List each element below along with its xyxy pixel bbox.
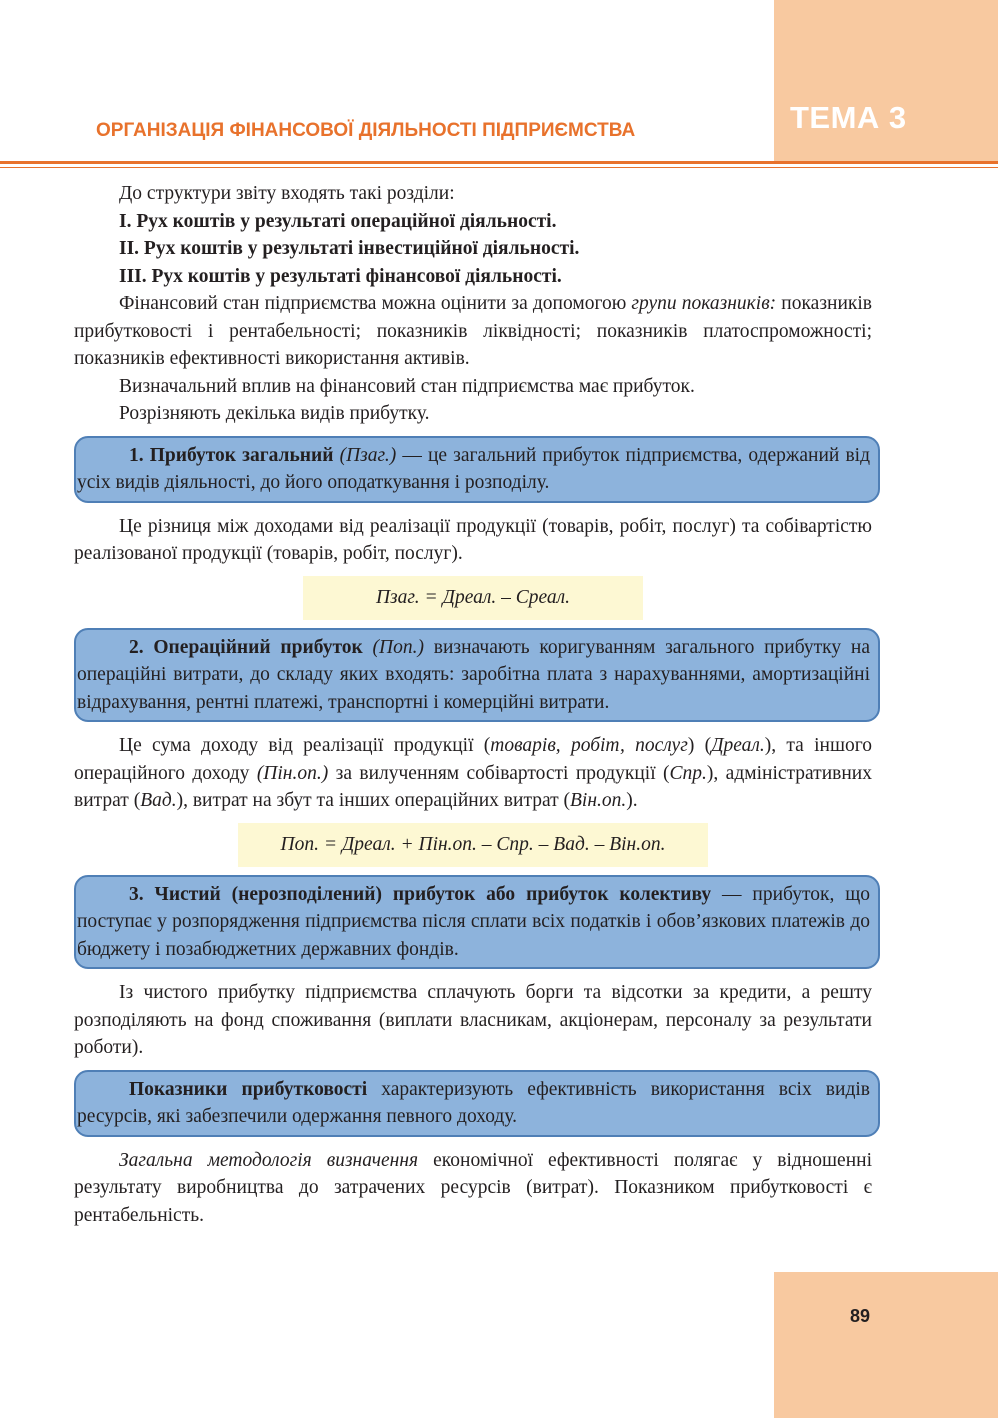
header-rule-thin xyxy=(0,167,998,168)
fin-state-paragraph xyxy=(74,290,872,373)
sum-paragraph xyxy=(74,732,872,815)
definition-box-operating-profit xyxy=(74,628,880,723)
text-run-italic: групи показників: xyxy=(631,293,777,314)
term: 1. Прибуток загальний xyxy=(129,444,334,466)
formula-general-profit: Пзаг. = Дреал. – Среал. xyxy=(303,576,643,620)
formula-operating-profit: Поп. = Дреал. + Пін.оп. – Спр. – Вад. – Він.оп. xyxy=(238,823,708,867)
page-number: 89 xyxy=(850,1306,871,1326)
text-run-italic: Загальна методологія визначення xyxy=(119,1149,419,1171)
term: 3. Чистий (нерозподілений) прибуток або прибуток колективу xyxy=(129,883,712,905)
term-abbr: (Поп.) xyxy=(372,636,424,658)
text-run: ), адміністративних витрат ( xyxy=(74,762,872,811)
definition-text: характеризують ефективність використання всіх видів ресурсів, які забезпечили одержання певного доходу. xyxy=(77,1078,870,1127)
footer-tab xyxy=(774,1272,998,1418)
section-item: ІІ. Рух коштів у результаті інвестиційної діяльності. xyxy=(119,238,580,259)
text-run-italic: Дреал. xyxy=(711,735,765,756)
definition-text: визначають коригуванням загального прибутку на операційні витрати, до складу яких входять: заробітна плата з нарахуваннями, амортизаційні відрахування, рентні платежі, транспортні і комерційні витрати. xyxy=(77,636,870,713)
definition-box-general-profit xyxy=(74,436,880,503)
text-run: ), та іншого операційного доходу xyxy=(74,735,872,784)
text-run-italic: (Пін.оп.) xyxy=(256,762,329,784)
text-run: ). xyxy=(626,790,638,811)
text-run: Це сума доходу від реалізації продукції ( xyxy=(119,735,491,756)
definition-box-profitability xyxy=(74,1070,880,1137)
header-rule xyxy=(0,161,998,164)
net-profit-paragraph: Із чистого прибутку підприємства сплачують борги та відсотки за кредити, а решту розподіляють на фонд споживання (виплати власникам, акціонерам, персоналу за результати роботи). xyxy=(74,982,872,1058)
kinds-paragraph: Розрізняють декілька видів прибутку. xyxy=(119,403,430,424)
chapter-title: ОРГАНІЗАЦІЯ ФІНАНСОВОЇ ДІЯЛЬНОСТІ ПІДПРИЄМСТВА xyxy=(96,120,636,141)
term: Показники прибутковості xyxy=(129,1078,368,1100)
text-run: за вилученням собівартості продукції ( xyxy=(328,762,670,784)
text-run-italic: Він.оп. xyxy=(570,790,627,811)
text-run: ) ( xyxy=(687,735,712,756)
text-run-italic: Спр. xyxy=(669,762,707,784)
text-run: економічної ефективності полягає у відношенні результату виробництва до затрачених ресурсів (витрат). Показником прибутковості є рентабельність. xyxy=(74,1149,872,1226)
definition-box-net-profit xyxy=(74,875,880,970)
section-item: ІІІ. Рух коштів у результаті фінансової діяльності. xyxy=(119,265,562,287)
topic-label: ТЕМА 3 xyxy=(790,100,907,135)
header-tab xyxy=(774,0,998,162)
term-abbr: (Пзаг.) xyxy=(339,444,397,466)
term: 2. Операційний прибуток xyxy=(129,636,363,658)
intro-paragraph: До структури звіту входять такі розділи: xyxy=(119,183,455,204)
text-run: ), витрат на збут та інших операційних витрат ( xyxy=(176,790,570,811)
page-body xyxy=(74,180,872,1229)
text-run: показників прибутковості і рентабельності; показників ліквідності; показників платоспроможності; показників ефективності використання активів. xyxy=(74,293,872,369)
text-run-italic: товарів, робіт, послуг xyxy=(490,735,688,756)
definition-text: — це загальний прибуток підприємства, одержаний від усіх видів діяльності, до його оподаткування і розподілу. xyxy=(77,444,871,493)
difference-paragraph: Це різниця між доходами від реалізації продукції (товарів, робіт, послуг) та собівартістю реалізованої продукції (товарів, робіт, послуг). xyxy=(74,515,872,564)
influence-paragraph: Визначальний вплив на фінансовий стан підприємства має прибуток. xyxy=(119,375,695,397)
definition-text: — прибуток, що поступає у розпорядження підприємства після сплати всіх податків і обов’язкових платежів до бюджету і позабюджетних державних фондів. xyxy=(77,883,870,960)
text-run: Фінансовий стан підприємства можна оцінити за допомогою xyxy=(119,293,632,314)
text-run-italic: Вад. xyxy=(140,790,177,811)
methodology-paragraph xyxy=(74,1147,872,1230)
section-item: І. Рух коштів у результаті операційної діяльності. xyxy=(119,210,557,232)
